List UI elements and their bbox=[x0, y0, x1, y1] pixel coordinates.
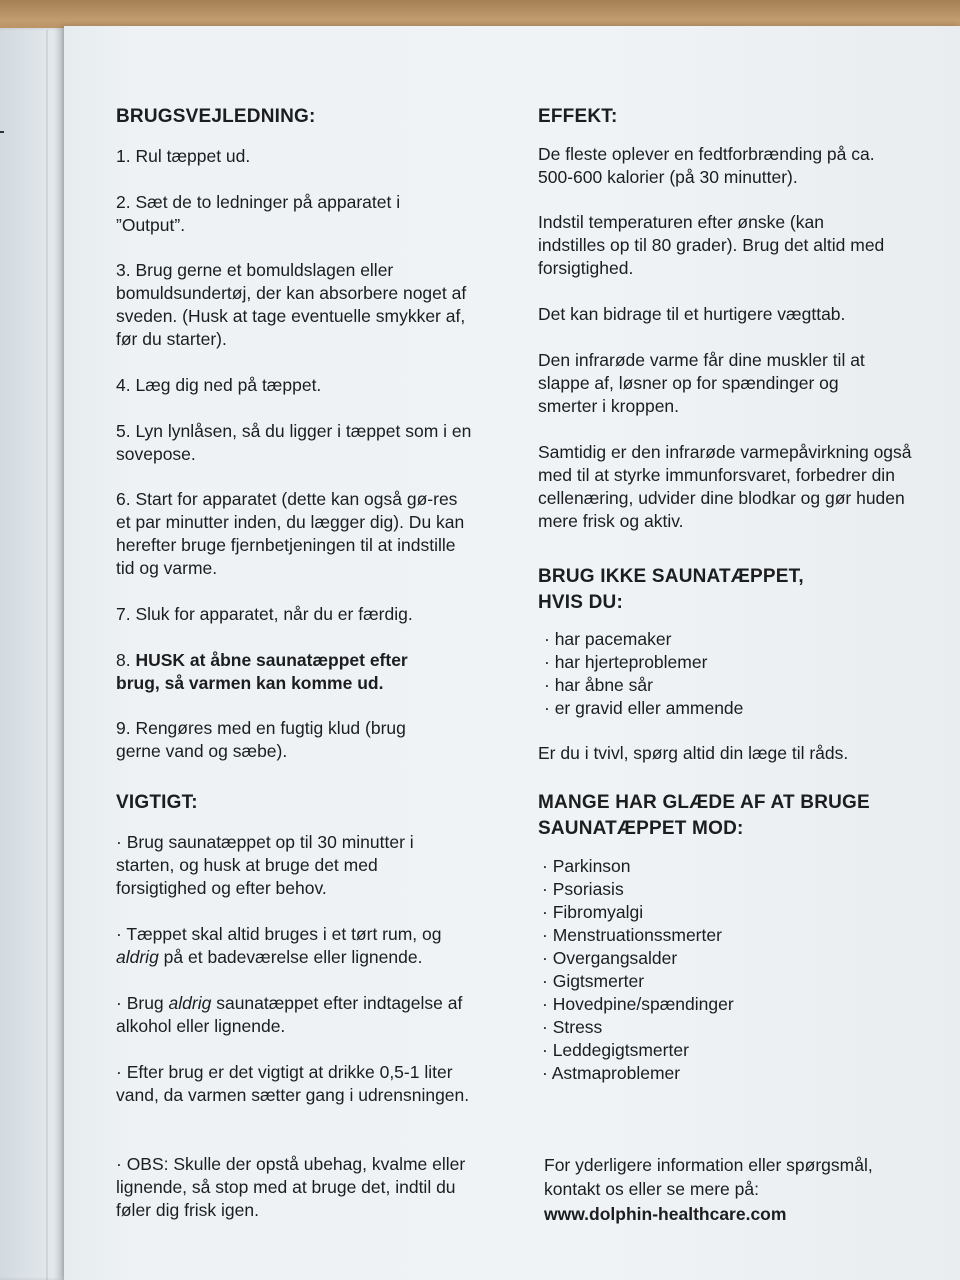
manual-page bbox=[64, 26, 960, 1280]
usage-heading: BRUGSVEJLEDNING: bbox=[116, 106, 316, 127]
benefit-item: · Stress bbox=[542, 1016, 734, 1039]
important-item-2-text-end: på et badeværelse eller lignende. bbox=[158, 947, 423, 967]
contact-line-1: For yderligere information eller spørgsmål, bbox=[544, 1155, 873, 1175]
step-1: 1. Rul tæppet ud. bbox=[116, 146, 251, 166]
step-4: 4. Læg dig ned på tæppet. bbox=[116, 375, 322, 395]
benefit-item: · Astmaproblemer bbox=[542, 1062, 734, 1085]
important-heading: VIGTIGT: bbox=[116, 792, 198, 813]
website-link[interactable]: www.dolphin-healthcare.com bbox=[544, 1204, 787, 1224]
effect-heading: EFFEKT: bbox=[538, 106, 618, 127]
warning-item: · har hjerteproblemer bbox=[544, 651, 743, 674]
effect-para-2: Indstil temperaturen efter ønske (kan indstilles op til 80 grader). Brug det altid med forsigtighed. bbox=[538, 212, 885, 278]
benefit-item: · Leddegigtsmerter bbox=[542, 1039, 734, 1062]
effect-para-3: Det kan bidrage til et hurtigere vægttab. bbox=[538, 304, 846, 324]
step-8 bbox=[116, 649, 446, 695]
flap-mark bbox=[0, 131, 4, 133]
important-item-2-italic: aldrig bbox=[116, 947, 159, 967]
contact-line-2: kontakt os eller se mere på: bbox=[544, 1179, 759, 1199]
step-2: 2. Sæt de to ledninger på apparatet i ”Output”. bbox=[116, 192, 401, 235]
warning-list bbox=[544, 628, 743, 720]
step-5: 5. Lyn lynlåsen, så du ligger i tæppet som i en sovepose. bbox=[116, 421, 472, 464]
benefit-heading-line-2: SAUNATÆPPET MOD: bbox=[538, 818, 744, 839]
warning-heading-line-2: HVIS DU: bbox=[538, 592, 623, 613]
step-9: 9. Rengøres med en fugtig klud (brug gerne vand og sæbe). bbox=[116, 718, 406, 761]
benefit-list bbox=[542, 855, 734, 1085]
flap-crease bbox=[46, 30, 48, 1280]
step-6: 6. Start for apparatet (dette kan også gø-res et par minutter inden, du lægger dig). Du kan herefter bruge fjernbetjeningen til at indstille tid og varme. bbox=[116, 489, 465, 578]
important-item-4: · Efter brug er det vigtigt at drikke 0,5-1 liter vand, da varmen sætter gang i udrensningen. bbox=[116, 1062, 470, 1105]
effect-para-4: Den infrarøde varme får dine muskler til at slappe af, løsner op for spændinger og smerter i kroppen. bbox=[538, 350, 865, 416]
warning-item: · har åbne sår bbox=[544, 674, 743, 697]
effect-para-1: De fleste oplever en fedtforbrænding på ca. 500-600 kalorier (på 30 minutter). bbox=[538, 144, 875, 187]
important-item-3-text-end: saunatæppet efter indtagelse af alkohol eller lignende. bbox=[116, 993, 463, 1036]
warning-heading-line-1: BRUG IKKE SAUNATÆPPET, bbox=[538, 566, 804, 587]
benefit-item: · Psoriasis bbox=[542, 878, 734, 901]
important-item-2-text: · Tæppet skal altid bruges i et tørt rum, og bbox=[116, 924, 442, 944]
important-item-3-text: · Brug bbox=[116, 993, 169, 1013]
important-item-2 bbox=[116, 923, 486, 969]
warning-item: · har pacemaker bbox=[544, 628, 743, 651]
benefit-item: · Menstruationssmerter bbox=[542, 924, 734, 947]
effect-para-5: Samtidig er den infrarøde varmepåvirkning også med til at styrke immunforsvaret, forbedrer din cellenæring, udvider dine blodkar og gør huden mere frisk og aktiv. bbox=[538, 442, 912, 531]
important-item-3 bbox=[116, 992, 486, 1038]
folded-flap bbox=[0, 28, 66, 1280]
warning-item: · er gravid eller ammende bbox=[544, 697, 743, 720]
important-item-5: · OBS: Skulle der opstå ubehag, kvalme eller lignende, så stop med at bruge det, indtil du føler dig frisk igen. bbox=[116, 1154, 466, 1220]
step-8-bold: HUSK at åbne saunatæppet efter brug, så varmen kan komme ud. bbox=[116, 650, 408, 693]
benefit-heading-line-1: MANGE HAR GLÆDE AF AT BRUGE bbox=[538, 792, 870, 813]
step-3: 3. Brug gerne et bomuldslagen eller bomuldsundertøj, der kan absorbere noget af sveden. (Husk at tage eventuelle smykker af, før du starter). bbox=[116, 260, 467, 349]
benefit-item: · Gigtsmerter bbox=[542, 970, 734, 993]
benefit-item: · Overgangsalder bbox=[542, 947, 734, 970]
important-item-1: · Brug saunatæppet op til 30 minutter i starten, og husk at bruge det med forsigtighed og efter behov. bbox=[116, 832, 414, 898]
benefit-item: · Parkinson bbox=[542, 855, 734, 878]
benefit-item: · Fibromyalgi bbox=[542, 901, 734, 924]
important-item-3-italic: aldrig bbox=[168, 993, 212, 1013]
benefit-item: · Hovedpine/spændinger bbox=[542, 993, 734, 1016]
step-7: 7. Sluk for apparatet, når du er færdig. bbox=[116, 604, 413, 624]
doubt-text: Er du i tvivl, spørg altid din læge til råds. bbox=[538, 743, 849, 763]
step-8-number: 8. bbox=[116, 650, 136, 670]
